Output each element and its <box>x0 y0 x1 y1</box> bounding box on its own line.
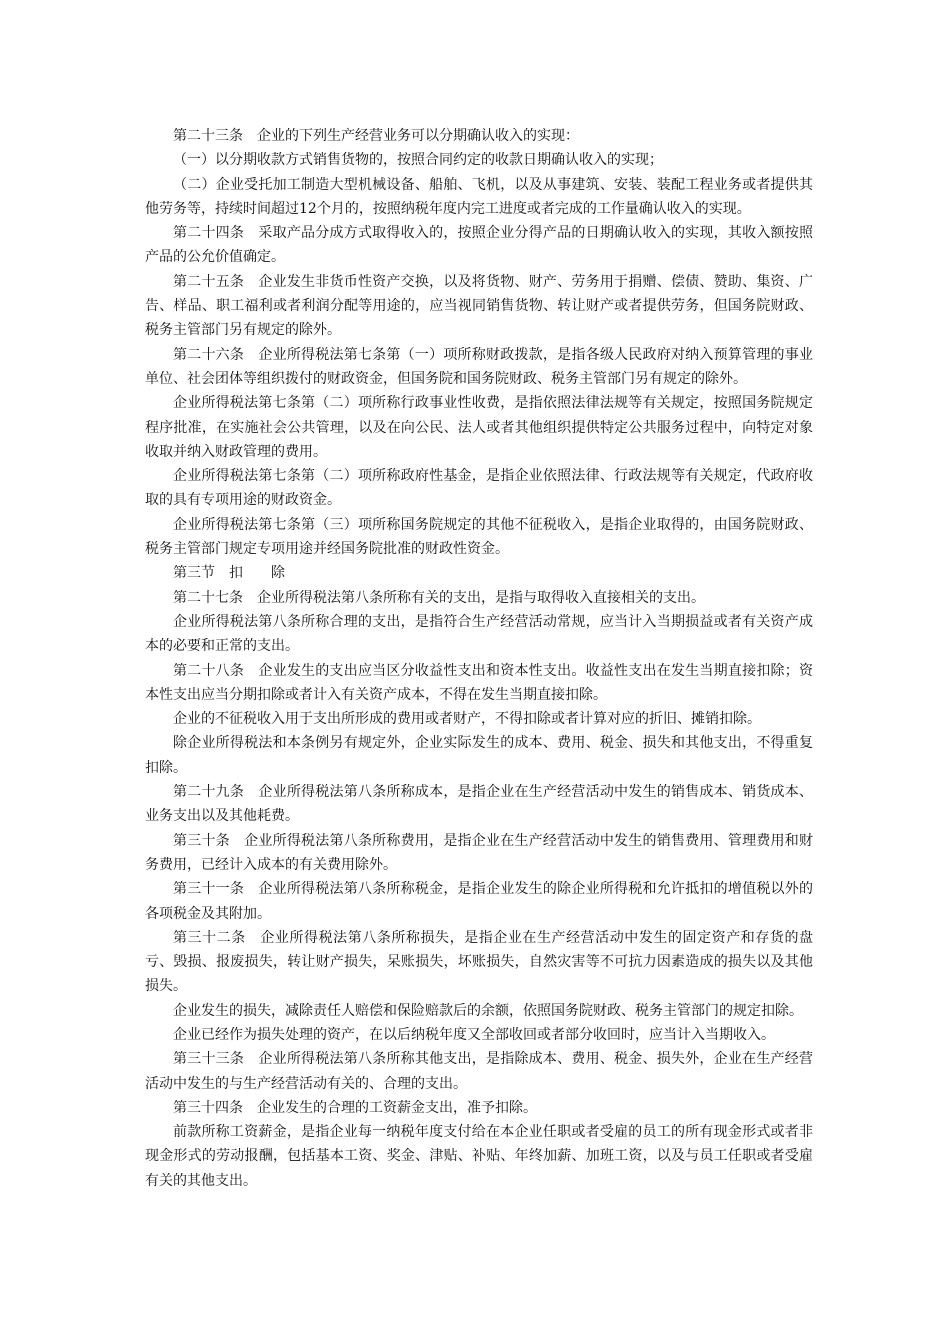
section-heading: 第三节 扣 除 <box>173 565 285 582</box>
article-32-para-3: 企业已经作为损失处理的资产，在以后纳税年度又全部收回或者部分收回时，应当计入当期收入。 <box>173 1026 775 1043</box>
article-28-para-3: 除企业所得税法和本条例另有规定外，企业实际发生的成本、费用、税金、损失和其他支出，不得重复扣除。 <box>145 735 813 776</box>
article-26-para-2: 企业所得税法第七条第（二）项所称行政事业性收费，是指依照法律法规等有关规定，按照国务院规定程序批准，在实施社会公共管理，以及在向公民、法人或者其他组织提供特定公共服务过程中，向特定对象收取并纳入财政管理的费用。 <box>145 395 813 460</box>
article-23-item-2: （二）企业受托加工制造大型机械设备、船舶、飞机，以及从事建筑、安装、装配工程业务或者提供其他劳务等，持续时间超过12个月的，按照纳税年度内完工进度或者完成的工作量确认收入的实现。 <box>145 176 813 217</box>
article-28: 第二十八条 企业发生的支出应当区分收益性支出和资本性支出。收益性支出在发生当期直接扣除；资本性支出应当分期扣除或者计入有关资产成本，不得在发生当期直接扣除。 <box>145 662 813 703</box>
article-34: 第三十四条 企业发生的合理的工资薪金支出，准予扣除。 <box>173 1099 537 1116</box>
article-32: 第三十二条 企业所得税法第八条所称损失，是指企业在生产经营活动中发生的固定资产和存货的盘亏、毁损、报废损失，转让财产损失，呆账损失，坏账损失，自然灾害等不可抗力因素造成的损失以及其他损失。 <box>145 929 813 995</box>
article-29: 第二十九条 企业所得税法第八条所称成本，是指企业在生产经营活动中发生的销售成本、销货成本、业务支出以及其他耗费。 <box>145 784 813 825</box>
article-25: 第二十五条 企业发生非货币性资产交换，以及将货物、财产、劳务用于捐赠、偿债、赞助、集资、广告、样品、职工福利或者利润分配等用途的，应当视同销售货物、转让财产或者提供劳务，但国务院财政、税务主管部门另有规定的除外。 <box>145 273 813 339</box>
document-body <box>145 124 813 1193</box>
article-26-para-4: 企业所得税法第七条第（三）项所称国务院规定的其他不征税收入，是指企业取得的，由国务院财政、税务主管部门规定专项用途并经国务院批准的财政性资金。 <box>145 516 813 558</box>
article-33: 第三十三条 企业所得税法第八条所称其他支出，是指除成本、费用、税金、损失外，企业在生产经营活动中发生的与生产经营活动有关的、合理的支出。 <box>145 1051 813 1092</box>
article-26: 第二十六条 企业所得税法第七条第（一）项所称财政拨款，是指各级人民政府对纳入预算管理的事业单位、社会团体等组织拨付的财政资金，但国务院和国务院财政、税务主管部门另有规定的除外。 <box>145 346 813 387</box>
article-31: 第三十一条 企业所得税法第八条所称税金，是指企业发生的除企业所得税和允许抵扣的增值税以外的各项税金及其附加。 <box>145 881 813 922</box>
article-32-para-2: 企业发生的损失，减除责任人赔偿和保险赔款后的余额，依照国务院财政、税务主管部门的规定扣除。 <box>173 1002 803 1019</box>
article-23-item-1: （一）以分期收款方式销售货物的，按照合同约定的收款日期确认收入的实现； <box>173 152 663 169</box>
article-27-para-2: 企业所得税法第八条所称合理的支出，是指符合生产经营活动常规，应当计入当期损益或者有关资产成本的必要和正常的支出。 <box>145 613 813 655</box>
article-28-para-2: 企业的不征税收入用于支出所形成的费用或者财产，不得扣除或者计算对应的折旧、摊销扣除。 <box>173 711 761 728</box>
article-24: 第二十四条 采取产品分成方式取得收入的，按照企业分得产品的日期确认收入的实现，其收入额按照产品的公允价值确定。 <box>145 225 813 266</box>
article-27: 第二十七条 企业所得税法第八条所称有关的支出，是指与取得收入直接相关的支出。 <box>173 589 705 606</box>
article-30: 第三十条 企业所得税法第八条所称费用，是指企业在生产经营活动中发生的销售费用、管理费用和财务费用，已经计入成本的有关费用除外。 <box>145 832 813 873</box>
article-23: 第二十三条 企业的下列生产经营业务可以分期确认收入的实现： <box>173 128 579 144</box>
article-34-para-2: 前款所称工资薪金，是指企业每一纳税年度支付给在本企业任职或者受雇的员工的所有现金形式或者非现金形式的劳动报酬，包括基本工资、奖金、津贴、补贴、年终加薪、加班工资，以及与员工任职或者受雇有关的其他支出。 <box>145 1124 813 1189</box>
article-26-para-3: 企业所得税法第七条第（二）项所称政府性基金，是指企业依照法律、行政法规等有关规定，代政府收取的具有专项用途的财政资金。 <box>145 468 813 509</box>
